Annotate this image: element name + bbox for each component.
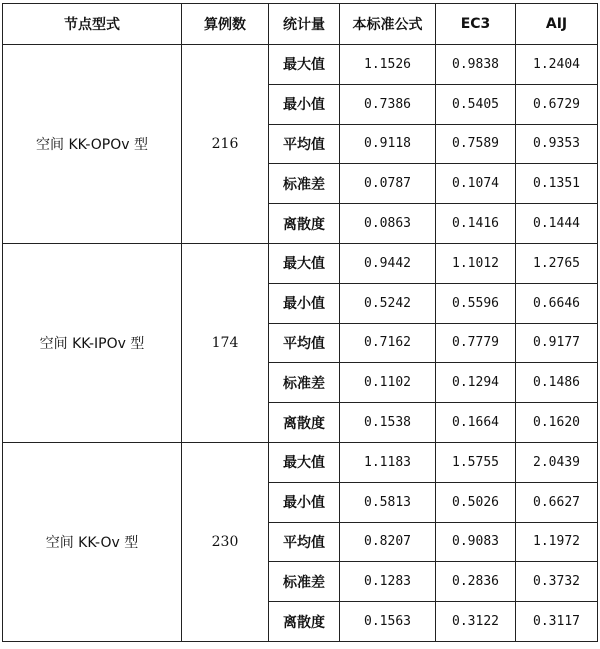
statistic-cell: 离散度 [269, 602, 340, 642]
standard-formula-value: 0.7386 [340, 84, 436, 124]
aij-value: 0.1444 [516, 204, 598, 244]
table-row [3, 442, 598, 482]
aij-value: 0.1486 [516, 363, 598, 403]
ec3-value: 0.1074 [436, 164, 516, 204]
aij-value: 0.3117 [516, 602, 598, 642]
joint-type-cell: 空间 KK-OPOv 型 [3, 45, 182, 244]
aij-value: 0.1351 [516, 164, 598, 204]
standard-formula-value: 0.1563 [340, 602, 436, 642]
aij-value: 1.2765 [516, 243, 598, 283]
standard-formula-value: 1.1183 [340, 442, 436, 482]
table-body [3, 45, 598, 642]
case-count-cell: 174 [182, 243, 269, 442]
statistic-cell: 标准差 [269, 562, 340, 602]
ec3-value: 0.3122 [436, 602, 516, 642]
standard-formula-value: 0.0863 [340, 204, 436, 244]
aij-value: 1.1972 [516, 522, 598, 562]
standard-formula-value: 0.5242 [340, 283, 436, 323]
aij-value: 0.1620 [516, 403, 598, 443]
header-row [3, 4, 598, 45]
header-statistic: 统计量 [269, 4, 340, 45]
aij-value: 2.0439 [516, 442, 598, 482]
statistic-cell: 离散度 [269, 403, 340, 443]
aij-value: 0.6729 [516, 84, 598, 124]
aij-value: 0.9353 [516, 124, 598, 164]
standard-formula-value: 0.9118 [340, 124, 436, 164]
ec3-value: 0.1416 [436, 204, 516, 244]
header-aij: AIJ [516, 4, 598, 45]
table-row [3, 45, 598, 85]
ec3-value: 1.5755 [436, 442, 516, 482]
header-ec3: EC3 [436, 4, 516, 45]
ec3-value: 0.5405 [436, 84, 516, 124]
table-row [3, 243, 598, 283]
aij-value: 0.6646 [516, 283, 598, 323]
statistic-cell: 最大值 [269, 243, 340, 283]
statistic-cell: 标准差 [269, 363, 340, 403]
ec3-value: 0.5596 [436, 283, 516, 323]
case-count-cell: 216 [182, 45, 269, 244]
header-standard-formula: 本标准公式 [340, 4, 436, 45]
standard-formula-value: 0.1102 [340, 363, 436, 403]
case-count-cell: 230 [182, 442, 269, 641]
ec3-value: 1.1012 [436, 243, 516, 283]
standard-formula-value: 0.8207 [340, 522, 436, 562]
header-case-count: 算例数 [182, 4, 269, 45]
ec3-value: 0.5026 [436, 482, 516, 522]
statistic-cell: 最小值 [269, 84, 340, 124]
statistic-cell: 最小值 [269, 283, 340, 323]
joint-type-cell: 空间 KK-Ov 型 [3, 442, 182, 641]
standard-formula-value: 0.1283 [340, 562, 436, 602]
aij-value: 1.2404 [516, 45, 598, 85]
statistic-cell: 最大值 [269, 442, 340, 482]
standard-formula-value: 0.7162 [340, 323, 436, 363]
ec3-value: 0.1294 [436, 363, 516, 403]
aij-value: 0.9177 [516, 323, 598, 363]
statistic-cell: 标准差 [269, 164, 340, 204]
standard-formula-value: 0.5813 [340, 482, 436, 522]
standard-formula-value: 0.9442 [340, 243, 436, 283]
standard-formula-value: 1.1526 [340, 45, 436, 85]
header-joint-type: 节点型式 [3, 4, 182, 45]
ec3-value: 0.7779 [436, 323, 516, 363]
standard-formula-value: 0.0787 [340, 164, 436, 204]
joint-type-cell: 空间 KK-IPOv 型 [3, 243, 182, 442]
ec3-value: 0.1664 [436, 403, 516, 443]
statistic-cell: 平均值 [269, 522, 340, 562]
statistics-table [2, 3, 598, 642]
ec3-value: 0.9838 [436, 45, 516, 85]
statistic-cell: 平均值 [269, 323, 340, 363]
statistic-cell: 离散度 [269, 204, 340, 244]
statistic-cell: 最小值 [269, 482, 340, 522]
statistic-cell: 平均值 [269, 124, 340, 164]
aij-value: 0.6627 [516, 482, 598, 522]
ec3-value: 0.2836 [436, 562, 516, 602]
standard-formula-value: 0.1538 [340, 403, 436, 443]
ec3-value: 0.7589 [436, 124, 516, 164]
aij-value: 0.3732 [516, 562, 598, 602]
statistic-cell: 最大值 [269, 45, 340, 85]
ec3-value: 0.9083 [436, 522, 516, 562]
